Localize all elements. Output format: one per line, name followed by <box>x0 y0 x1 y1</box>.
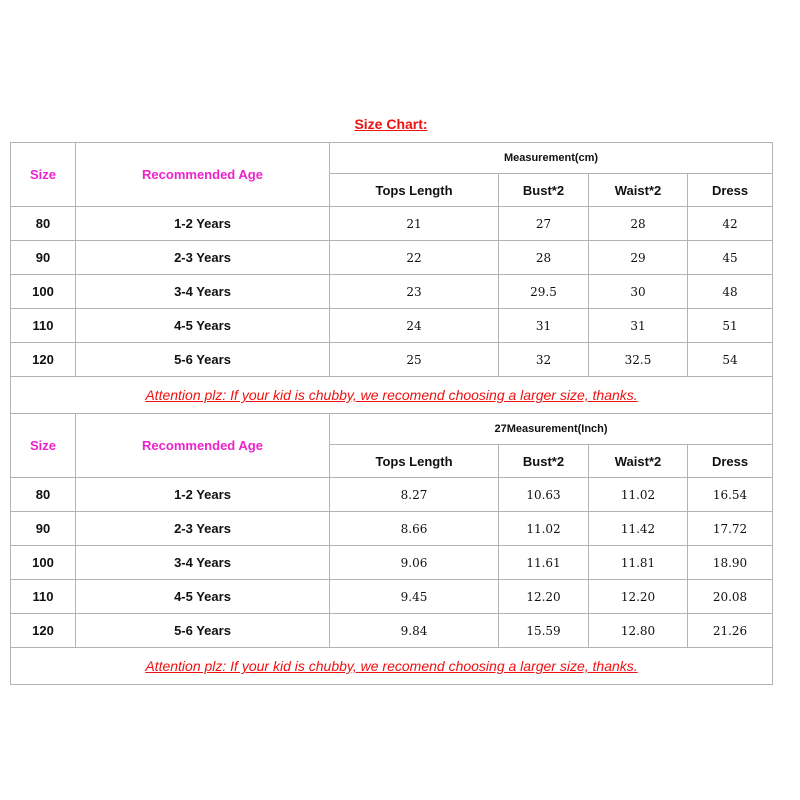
attention-note: Attention plz: If your kid is chubby, we recomend choosing a larger size, thanks. <box>11 377 773 414</box>
value-cell: 28 <box>499 241 589 275</box>
column-header: Tops Length <box>330 174 499 207</box>
value-cell: 9.06 <box>330 546 499 580</box>
value-cell: 23 <box>330 275 499 309</box>
age-cell: 3-4 Years <box>76 546 330 580</box>
value-cell: 22 <box>330 241 499 275</box>
size-cell: 80 <box>11 207 76 241</box>
value-cell: 11.02 <box>589 478 688 512</box>
value-cell: 9.45 <box>330 580 499 614</box>
age-cell: 5-6 Years <box>76 614 330 648</box>
column-header: Dress <box>688 174 773 207</box>
size-header: Size <box>11 414 76 478</box>
table-row <box>11 580 773 614</box>
value-cell: 9.84 <box>330 614 499 648</box>
value-cell: 29 <box>589 241 688 275</box>
size-header: Size <box>11 143 76 207</box>
value-cell: 31 <box>499 309 589 343</box>
measurement-title: Measurement(cm) <box>330 143 773 174</box>
table-row <box>11 614 773 648</box>
column-header: Bust*2 <box>499 445 589 478</box>
value-cell: 21.26 <box>688 614 773 648</box>
attention-row <box>11 377 773 414</box>
value-cell: 10.63 <box>499 478 589 512</box>
measurement-title: 27Measurement(Inch) <box>330 414 773 445</box>
value-cell: 8.66 <box>330 512 499 546</box>
size-cell: 100 <box>11 275 76 309</box>
value-cell: 48 <box>688 275 773 309</box>
size-cell: 90 <box>11 241 76 275</box>
value-cell: 25 <box>330 343 499 377</box>
table-row <box>11 512 773 546</box>
age-header: Recommended Age <box>76 414 330 478</box>
size-cell: 120 <box>11 343 76 377</box>
value-cell: 21 <box>330 207 499 241</box>
table-row <box>11 343 773 377</box>
value-cell: 11.61 <box>499 546 589 580</box>
value-cell: 27 <box>499 207 589 241</box>
value-cell: 29.5 <box>499 275 589 309</box>
value-cell: 42 <box>688 207 773 241</box>
age-cell: 1-2 Years <box>76 207 330 241</box>
size-cell: 120 <box>11 614 76 648</box>
size-cell: 90 <box>11 512 76 546</box>
value-cell: 12.80 <box>589 614 688 648</box>
value-cell: 11.02 <box>499 512 589 546</box>
table-row <box>11 309 773 343</box>
table-row <box>11 241 773 275</box>
age-cell: 2-3 Years <box>76 512 330 546</box>
value-cell: 31 <box>589 309 688 343</box>
value-cell: 54 <box>688 343 773 377</box>
size-cell: 80 <box>11 478 76 512</box>
attention-row <box>11 648 773 685</box>
column-header: Waist*2 <box>589 445 688 478</box>
value-cell: 12.20 <box>499 580 589 614</box>
value-cell: 8.27 <box>330 478 499 512</box>
value-cell: 32 <box>499 343 589 377</box>
table-row <box>11 478 773 512</box>
value-cell: 20.08 <box>688 580 773 614</box>
age-cell: 5-6 Years <box>76 343 330 377</box>
value-cell: 28 <box>589 207 688 241</box>
size-cell: 100 <box>11 546 76 580</box>
age-cell: 3-4 Years <box>76 275 330 309</box>
value-cell: 16.54 <box>688 478 773 512</box>
table-row <box>11 275 773 309</box>
column-header: Waist*2 <box>589 174 688 207</box>
value-cell: 11.42 <box>589 512 688 546</box>
age-cell: 1-2 Years <box>76 478 330 512</box>
header-row <box>11 414 773 445</box>
size-chart-table <box>10 142 773 685</box>
column-header: Dress <box>688 445 773 478</box>
size-cell: 110 <box>11 580 76 614</box>
column-header: Tops Length <box>330 445 499 478</box>
age-header: Recommended Age <box>76 143 330 207</box>
table-row <box>11 546 773 580</box>
page-title: Size Chart: <box>354 116 428 132</box>
value-cell: 32.5 <box>589 343 688 377</box>
age-cell: 4-5 Years <box>76 309 330 343</box>
size-cell: 110 <box>11 309 76 343</box>
column-header: Bust*2 <box>499 174 589 207</box>
value-cell: 24 <box>330 309 499 343</box>
table-row <box>11 207 773 241</box>
value-cell: 51 <box>688 309 773 343</box>
age-cell: 4-5 Years <box>76 580 330 614</box>
value-cell: 45 <box>688 241 773 275</box>
value-cell: 12.20 <box>589 580 688 614</box>
value-cell: 17.72 <box>688 512 773 546</box>
age-cell: 2-3 Years <box>76 241 330 275</box>
header-row <box>11 143 773 174</box>
value-cell: 11.81 <box>589 546 688 580</box>
value-cell: 30 <box>589 275 688 309</box>
attention-note: Attention plz: If your kid is chubby, we recomend choosing a larger size, thanks. <box>11 648 773 685</box>
value-cell: 15.59 <box>499 614 589 648</box>
value-cell: 18.90 <box>688 546 773 580</box>
